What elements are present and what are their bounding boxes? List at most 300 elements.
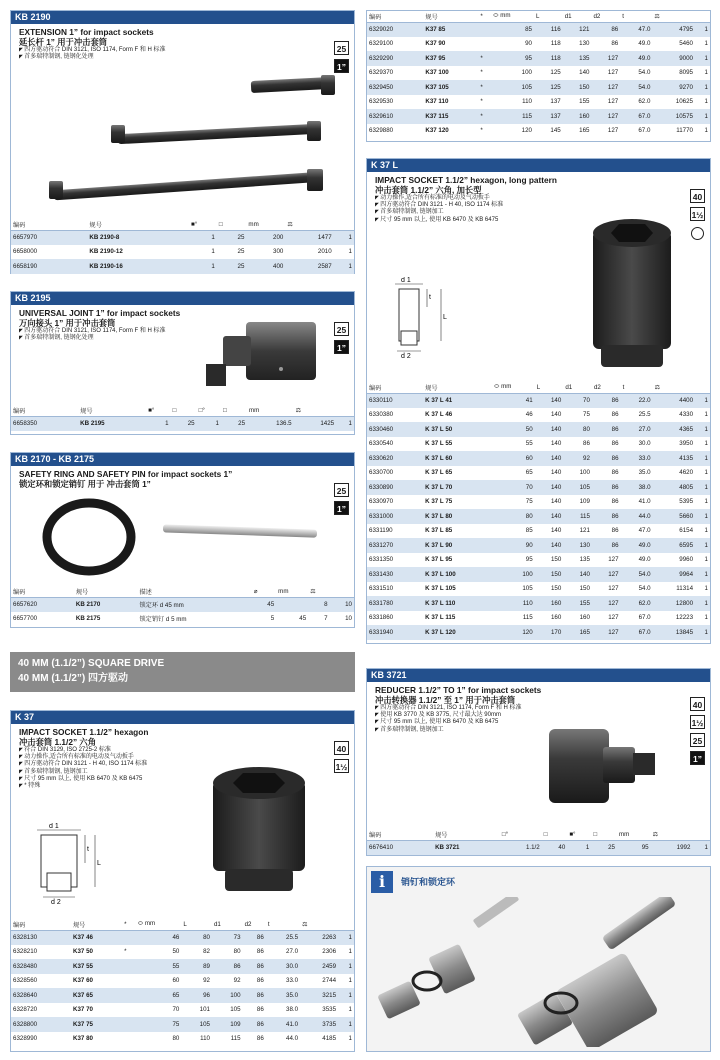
- table-cell: 6330890: [367, 480, 423, 495]
- table-cell: 4135: [653, 451, 695, 466]
- product-title-cn: 延长杆 1” 用于冲击套筒: [19, 37, 108, 47]
- t-label: t: [87, 846, 89, 853]
- table-cell: 116: [534, 22, 563, 37]
- table-row: [11, 959, 354, 974]
- table-cell: 90: [492, 538, 535, 553]
- product-title-cn: 冲击套筒 1.1/2” 六角: [19, 737, 96, 747]
- product-title-en: UNIVERSAL JOINT 1” for impact sockets: [19, 308, 181, 318]
- table-cell: 10575: [652, 109, 695, 124]
- table-cell: *: [478, 51, 491, 66]
- table-cell: 1: [695, 553, 710, 568]
- table-cell: 109: [563, 495, 592, 510]
- table-cell: K 37 L 60: [423, 451, 492, 466]
- table-cell: 2263: [300, 930, 338, 945]
- table-cell: *: [478, 80, 491, 95]
- table-cell: 86: [592, 509, 621, 524]
- table-cell: 27.0: [621, 422, 653, 437]
- table-cell: 95: [617, 840, 651, 855]
- table-cell: 127: [591, 80, 620, 95]
- table-cell: 140: [563, 567, 592, 582]
- table-cell: K 37 L 75: [423, 495, 492, 510]
- table-cell: [122, 1032, 136, 1047]
- table-cell: 140: [535, 495, 564, 510]
- table-cell: 4185: [300, 1032, 338, 1047]
- d2-label: d 2: [401, 353, 411, 359]
- table-row: [11, 945, 354, 960]
- table-cell: 70: [492, 480, 535, 495]
- drive-inch-badge: 1”: [334, 501, 349, 515]
- table-cell: 1: [695, 567, 710, 582]
- table-cell: K 37 L 95: [423, 553, 492, 568]
- bullet: ◤ 四方驱动符合 DIN 3121 - H 40, ISO 1174 标准: [11, 761, 354, 768]
- table-cell: 1: [334, 245, 354, 260]
- socket-dimension-diagram: [23, 823, 103, 905]
- table-cell: 95: [492, 553, 535, 568]
- section-header: KB 3721: [367, 669, 710, 682]
- table-cell: 1: [189, 259, 217, 274]
- table-row: [11, 974, 354, 989]
- section-banner: [10, 652, 355, 692]
- table-cell: 6657620: [11, 597, 74, 612]
- table-cell: 1: [189, 245, 217, 260]
- table-cell: 86: [243, 988, 266, 1003]
- column-header: ⚖: [285, 219, 333, 230]
- table-cell: 6595: [653, 538, 695, 553]
- table-cell: 3950: [653, 437, 695, 452]
- table-cell: 6329020: [367, 22, 423, 37]
- table-cell: 27.0: [266, 945, 300, 960]
- column-header: ⚖: [652, 11, 695, 22]
- kb2195-section: [10, 291, 355, 435]
- table-cell: 13845: [653, 625, 695, 640]
- table-cell: 75: [136, 1017, 182, 1032]
- pin-ring-info-box: [366, 866, 711, 1052]
- info-icon: i: [371, 871, 393, 893]
- table-cell: KB 3721: [433, 840, 500, 855]
- table-cell: 11314: [653, 582, 695, 597]
- table-cell: 6330540: [367, 437, 423, 452]
- drive-inch-badge: 1½: [690, 715, 705, 729]
- universal-joint-image: [201, 314, 321, 394]
- table-cell: 1: [695, 124, 710, 139]
- k37l-table: [367, 382, 710, 640]
- table-row: [367, 95, 710, 110]
- table-cell: K 37 L 105: [423, 582, 492, 597]
- table-cell: 92: [181, 974, 212, 989]
- table-cell: 160: [563, 109, 592, 124]
- table-cell: 33.0: [266, 974, 300, 989]
- table-cell: 6331860: [367, 611, 423, 626]
- table-cell: 6328560: [11, 974, 71, 989]
- table-cell: K37 110: [423, 95, 478, 110]
- table-cell: 6331510: [367, 582, 423, 597]
- column-header: 描述: [137, 586, 251, 597]
- table-row: [367, 524, 710, 539]
- assembly-illustration: [373, 897, 705, 1047]
- table-cell: 1: [338, 988, 354, 1003]
- bullet: ◤ 首多瑞特制钢, 链钢加工: [367, 727, 710, 734]
- table-cell: 6328720: [11, 1003, 71, 1018]
- table-cell: 80: [181, 930, 212, 945]
- table-cell: 115: [563, 509, 592, 524]
- table-cell: 8095: [652, 66, 695, 81]
- table-cell: K37 105: [423, 80, 478, 95]
- k37-table: [11, 919, 354, 1046]
- table-row: [367, 538, 710, 553]
- table-cell: 2587: [285, 259, 333, 274]
- bullet: ◤ 四方驱动符合 DIN 3121, ISO 1174, Form F 和 H 标准: [367, 705, 710, 712]
- k37-section: [10, 710, 355, 1052]
- table-cell: 5660: [653, 509, 695, 524]
- banner-line-en: 40 MM (1.1/2”) SQUARE DRIVE: [18, 658, 165, 669]
- table-cell: 1: [695, 408, 710, 423]
- table-cell: 4805: [653, 480, 695, 495]
- bullet: ◤ * 特殊: [11, 783, 354, 790]
- drive-inch-badge: 1½: [334, 759, 349, 773]
- table-cell: 4330: [653, 408, 695, 423]
- table-cell: 140: [535, 466, 564, 481]
- bullet: ◤ 动力操作,适合所有标准的电动及气动扳手: [367, 195, 710, 202]
- table-cell: 38.0: [621, 480, 653, 495]
- column-header: □: [542, 829, 568, 840]
- bullet: ◤ 动力操作,适合所有标准的电动及气动扳手: [11, 754, 354, 761]
- table-cell: K37 115: [423, 109, 478, 124]
- table-cell: 1: [334, 230, 354, 245]
- drive-size-badge: 25: [334, 483, 349, 497]
- table-cell: 121: [563, 22, 592, 37]
- table-row: [11, 1017, 354, 1032]
- table-cell: 86: [563, 437, 592, 452]
- table-cell: 6330700: [367, 466, 423, 481]
- table-cell: 155: [563, 596, 592, 611]
- table-cell: 1: [695, 422, 710, 437]
- table-cell: 92: [212, 974, 243, 989]
- product-title-cn: 冲击转换器 1.1/2” 至 1” 用于冲击套筒: [375, 695, 516, 705]
- d1-label: d 1: [401, 277, 411, 284]
- table-cell: 45: [276, 612, 308, 627]
- kb2170-section: [10, 452, 355, 628]
- table-row: [367, 22, 710, 37]
- table-cell: 25: [171, 416, 197, 431]
- table-cell: 5460: [652, 37, 695, 52]
- table-cell: 6331430: [367, 567, 423, 582]
- column-header: □°: [500, 829, 542, 840]
- column-header: □: [591, 829, 617, 840]
- table-cell: 400: [246, 259, 285, 274]
- table-cell: 86: [592, 466, 621, 481]
- table-cell: 109: [212, 1017, 243, 1032]
- info-title: 销钉和锁定环: [401, 877, 456, 887]
- table-cell: 1: [334, 259, 354, 274]
- column-header: L: [181, 919, 212, 930]
- table-cell: 127: [591, 51, 620, 66]
- drive-inch-badge: 1”: [334, 59, 349, 73]
- column-header: 规号: [433, 829, 500, 840]
- table-cell: 145: [534, 124, 563, 139]
- table-cell: K37 85: [423, 22, 478, 37]
- table-cell: 155: [563, 95, 592, 110]
- table-cell: K 37 L 65: [423, 466, 492, 481]
- table-cell: 118: [534, 37, 563, 52]
- table-cell: 127: [592, 582, 621, 597]
- table-cell: 1: [695, 596, 710, 611]
- column-header: *: [478, 11, 491, 22]
- table-cell: 60: [492, 451, 535, 466]
- table-cell: [122, 1003, 136, 1018]
- table-cell: 1: [338, 1003, 354, 1018]
- l-label: L: [443, 314, 447, 321]
- table-cell: 1: [695, 625, 710, 640]
- table-cell: 47.0: [621, 524, 653, 539]
- bullet: ◤ 首多瑞特制钢, 链钢加工: [367, 209, 710, 216]
- table-cell: 70: [136, 1003, 182, 1018]
- column-header: [330, 586, 354, 597]
- bullet: ◤ 首多瑞特制钢, 链钢化处理: [11, 54, 354, 61]
- table-cell: 85: [492, 524, 535, 539]
- table-cell: K37 80: [71, 1032, 122, 1047]
- drive-size-badge: 40: [334, 741, 349, 755]
- table-cell: 165: [563, 124, 592, 139]
- table-cell: 140: [535, 524, 564, 539]
- drive-size-badge: 25: [334, 41, 349, 55]
- table-cell: K 37 L 41: [423, 393, 492, 408]
- column-header: d2: [592, 382, 621, 393]
- table-cell: 150: [535, 582, 564, 597]
- column-header: [692, 829, 710, 840]
- table-cell: [122, 1017, 136, 1032]
- table-cell: 1: [695, 480, 710, 495]
- table-row: [367, 109, 710, 124]
- table-cell: 80: [136, 1032, 182, 1047]
- table-cell: 105: [491, 80, 534, 95]
- table-cell: 6154: [653, 524, 695, 539]
- table-cell: 5395: [653, 495, 695, 510]
- table-cell: 165: [563, 625, 592, 640]
- table-cell: 1: [338, 1032, 354, 1047]
- kb2190-section: [10, 10, 355, 274]
- safety-ring-and-pin-image: [39, 493, 339, 583]
- table-cell: 135: [563, 51, 592, 66]
- table-cell: 300: [246, 245, 285, 260]
- column-header: [695, 11, 710, 22]
- table-row: [367, 51, 710, 66]
- table-cell: 140: [535, 437, 564, 452]
- reducer-image: [539, 723, 669, 813]
- table-row: [11, 612, 354, 627]
- table-cell: *: [478, 66, 491, 81]
- table-cell: 105: [212, 1003, 243, 1018]
- column-header: mm: [617, 829, 651, 840]
- k37-continued-section: [366, 10, 711, 142]
- column-header: □°: [197, 405, 221, 416]
- column-header: 规号: [74, 586, 138, 597]
- column-header: □: [171, 405, 197, 416]
- table-cell: 140: [563, 66, 592, 81]
- table-cell: 44.0: [266, 1032, 300, 1047]
- table-cell: 1: [695, 582, 710, 597]
- table-cell: 30.0: [266, 959, 300, 974]
- table-cell: 40: [542, 840, 568, 855]
- table-cell: 160: [563, 611, 592, 626]
- table-row: [367, 80, 710, 95]
- table-cell: 4400: [653, 393, 695, 408]
- table-row: [11, 597, 354, 612]
- column-header: d2: [243, 919, 266, 930]
- table-cell: 160: [535, 611, 564, 626]
- table-cell: 101: [181, 1003, 212, 1018]
- table-cell: KB 2190-8: [87, 230, 189, 245]
- table-cell: 86: [243, 1017, 266, 1032]
- table-row: [367, 437, 710, 452]
- table-cell: 62.0: [620, 95, 652, 110]
- table-cell: 140: [535, 408, 564, 423]
- table-cell: 1: [692, 840, 710, 855]
- bullet: ◤ 四方驱动符合 DIN 3121, ISO 1174, Form F 和 H 标准: [11, 47, 354, 54]
- table-cell: [122, 930, 136, 945]
- table-cell: 6330970: [367, 495, 423, 510]
- table-row: [367, 509, 710, 524]
- section-header: KB 2170 - KB 2175: [11, 453, 354, 466]
- table-cell: 90: [491, 37, 534, 52]
- table-cell: K 37 L 80: [423, 509, 492, 524]
- table-cell: 86: [243, 1003, 266, 1018]
- table-cell: 115: [212, 1032, 243, 1047]
- table-row: [11, 259, 354, 274]
- table-cell: 1: [695, 95, 710, 110]
- table-cell: [122, 959, 136, 974]
- bullet: ◤ 尺寸 95 mm 以上, 使用 KB 6470 及 KB 6475: [367, 217, 710, 224]
- table-cell: 1: [695, 109, 710, 124]
- column-header: 规号: [78, 405, 146, 416]
- drive-size-badge: 40: [690, 697, 705, 711]
- column-header: ⬭ mm: [492, 382, 535, 393]
- section-header: K 37 L: [367, 159, 710, 172]
- table-row: [367, 466, 710, 481]
- impact-socket-image: [203, 761, 313, 901]
- table-cell: 127: [591, 124, 620, 139]
- table-row: [11, 1032, 354, 1047]
- table-cell: 86: [212, 959, 243, 974]
- table-cell: 33.0: [621, 451, 653, 466]
- table-cell: 7: [308, 612, 329, 627]
- table-cell: 54.0: [621, 567, 653, 582]
- table-cell: 96: [181, 988, 212, 1003]
- table-cell: 86: [592, 393, 621, 408]
- table-cell: 127: [591, 66, 620, 81]
- table-cell: 25: [217, 259, 247, 274]
- table-cell: KB 2195: [78, 416, 146, 431]
- bullet: ◤ 首多瑞特制钢, 链钢化处理: [11, 335, 354, 342]
- k37-continued-table: [367, 11, 710, 138]
- table-cell: 1: [695, 611, 710, 626]
- table-cell: 127: [591, 109, 620, 124]
- product-title-en: REDUCER 1.1/2” TO 1” for impact sockets: [375, 685, 542, 695]
- table-cell: 6329530: [367, 95, 423, 110]
- table-row: [367, 422, 710, 437]
- k37l-section: [366, 158, 711, 644]
- table-cell: 1477: [285, 230, 333, 245]
- table-cell: 55: [136, 959, 182, 974]
- table-cell: 46: [136, 930, 182, 945]
- table-cell: 1: [338, 1017, 354, 1032]
- table-cell: 9270: [652, 80, 695, 95]
- column-header: ⚖: [300, 919, 338, 930]
- table-cell: 100: [212, 988, 243, 1003]
- table-cell: *: [478, 109, 491, 124]
- table-row: [11, 1003, 354, 1018]
- table-cell: 4365: [653, 422, 695, 437]
- table-row: [367, 66, 710, 81]
- table-cell: 9960: [653, 553, 695, 568]
- product-title-en: EXTENSION 1” for impact sockets: [19, 27, 154, 37]
- table-cell: 137: [534, 95, 563, 110]
- table-cell: 170: [535, 625, 564, 640]
- column-header: 规号: [87, 219, 189, 230]
- bullet: ◤ 尺寸 95 mm 以上, 使用 KB 6470 及 KB 6475: [367, 719, 710, 726]
- table-cell: 67.0: [620, 124, 652, 139]
- table-cell: K37 100: [423, 66, 478, 81]
- drive-inch-badge: 1½: [690, 207, 705, 221]
- column-header: L: [534, 11, 563, 22]
- table-cell: 1: [695, 66, 710, 81]
- table-cell: 130: [563, 538, 592, 553]
- table-cell: 6657970: [11, 230, 87, 245]
- table-cell: 80: [492, 509, 535, 524]
- table-cell: 25: [217, 230, 247, 245]
- table-cell: 121: [563, 524, 592, 539]
- column-header: ⌀: [252, 586, 276, 597]
- bullet: ◤ 四方驱动符合 DIN 3121 - H 40, ISO 1174 标准: [367, 202, 710, 209]
- table-cell: 115: [491, 109, 534, 124]
- table-cell: 3535: [300, 1003, 338, 1018]
- table-cell: 6328990: [11, 1032, 71, 1047]
- table-cell: 35.0: [266, 988, 300, 1003]
- column-header: mm: [246, 219, 285, 230]
- table-cell: 137: [534, 109, 563, 124]
- table-cell: 41.0: [621, 495, 653, 510]
- table-cell: 75: [492, 495, 535, 510]
- column-header: 规号: [423, 382, 492, 393]
- column-header: *: [122, 919, 136, 930]
- table-cell: 6331940: [367, 625, 423, 640]
- table-cell: 125: [534, 66, 563, 81]
- table-cell: 49.0: [620, 37, 652, 52]
- output-size-badge: 25: [690, 733, 705, 747]
- table-cell: K 37 L 110: [423, 596, 492, 611]
- table-cell: 6329290: [367, 51, 423, 66]
- table-cell: [122, 974, 136, 989]
- table-cell: 127: [592, 625, 621, 640]
- table-cell: 86: [592, 480, 621, 495]
- table-cell: 6328210: [11, 945, 71, 960]
- table-cell: 1: [197, 416, 221, 431]
- table-cell: K37 70: [71, 1003, 122, 1018]
- output-inch-badge: 1”: [690, 751, 705, 765]
- table-cell: 140: [535, 451, 564, 466]
- table-cell: 1: [695, 495, 710, 510]
- table-cell: 95: [491, 51, 534, 66]
- bullet: ◤ 四方驱动符合 DIN 3121, ISO 1174, Form F 和 H 标准: [11, 328, 354, 335]
- column-header: t: [620, 11, 652, 22]
- table-cell: 4795: [652, 22, 695, 37]
- column-header: 编码: [367, 11, 423, 22]
- kb2170-table: [11, 586, 354, 626]
- table-cell: 86: [591, 37, 620, 52]
- table-cell: 41.0: [266, 1017, 300, 1032]
- table-cell: 73: [212, 930, 243, 945]
- table-cell: 80: [212, 945, 243, 960]
- table-cell: 136.5: [247, 416, 294, 431]
